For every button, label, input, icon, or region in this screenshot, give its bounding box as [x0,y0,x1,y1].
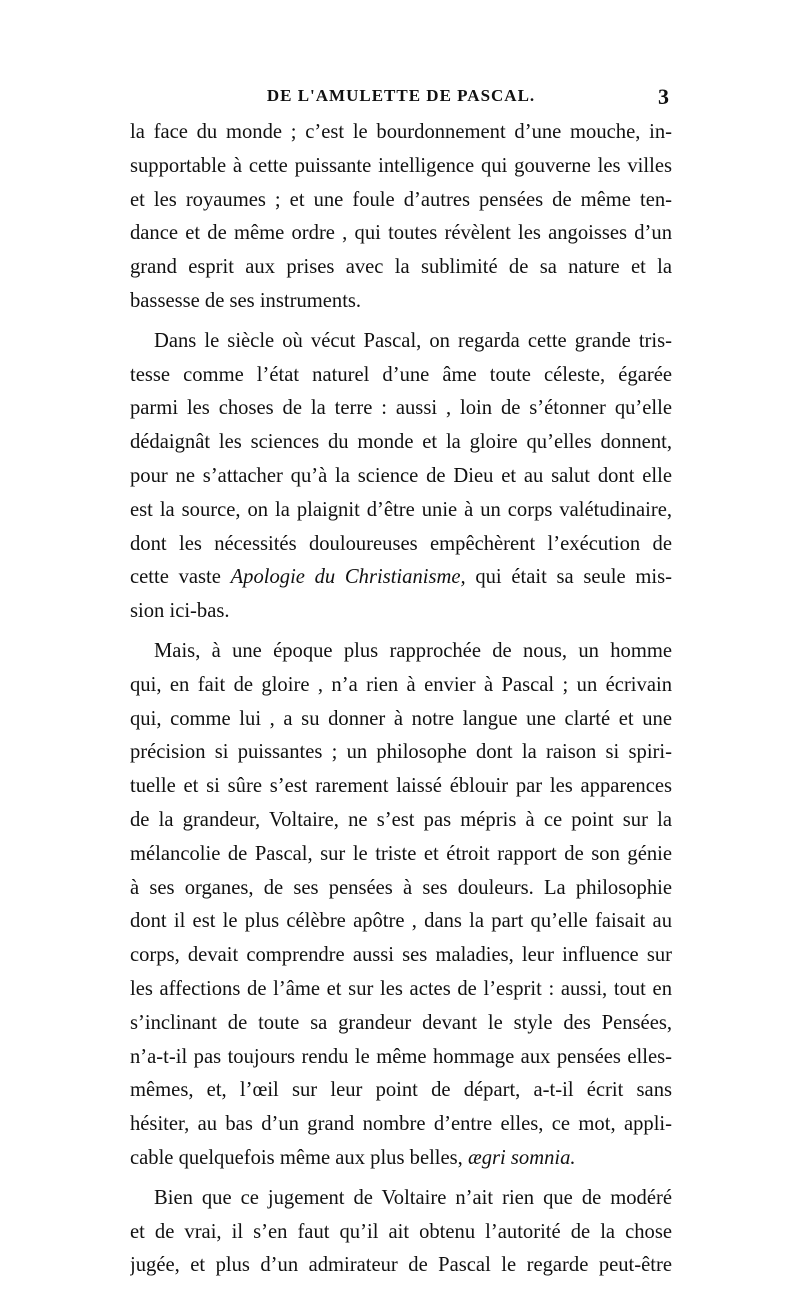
text-run: à ses organes, de ses pensées à ses douleurs. La philosophie [130,876,672,899]
text-run: précision si puissantes ; un philosophe dont la raison si spiri- [130,741,672,764]
text-line [130,1074,672,1108]
text-line [130,595,672,629]
text-line [130,217,672,251]
text-run: la face du monde ; c’est le bourdonnement d’une mouche, in- [130,121,672,143]
text-line [130,1216,672,1250]
text-run: cable quelquefois même aux plus belles, [130,1146,468,1169]
text-run: sion ici-bas. [130,600,230,623]
text-run: s’inclinant de toute sa grandeur devant le style des Pensées, [130,1011,672,1034]
italic-text: ægri somnia. [467,1146,576,1169]
text-run: tesse comme l’état naturel d’une âme toute céleste, égarée [130,363,672,386]
paragraph [130,1182,672,1283]
text-run: Mais, à une époque plus rapprochée de nous, un homme [154,639,672,662]
text-line [130,736,672,770]
text-line [130,939,672,973]
text-line [130,1108,672,1142]
text-line [130,494,672,528]
text-run: de la grandeur, Voltaire, ne s’est pas mépris à ce point sur la [130,808,672,831]
text-line [130,669,672,703]
text-run: et les royaumes ; et une foule d’autres pensées de même ten- [130,188,672,211]
text-run: les affections de l’âme et sur les actes de l’esprit : aussi, tout en [130,977,672,1000]
text-run: dont il est le plus célèbre apôtre , dans la part qu’elle faisait au [130,910,672,933]
text-line [130,703,672,737]
text-line [130,1249,672,1283]
text-run: qui, en fait de gloire , n’a rien à envier à Pascal ; un écrivain [130,673,672,696]
text-run: parmi les choses de la terre : aussi , loin de s’étonner qu’elle [130,397,672,420]
paragraph [130,325,672,629]
text-line [130,872,672,906]
text-line [130,184,672,218]
text-run: bassesse de ses instruments. [130,289,362,312]
text-run: jugée, et plus d’un admirateur de Pascal le regarde peut-être [130,1254,672,1277]
paragraph [130,635,672,1176]
text-run: Bien que ce jugement de Voltaire n’ait rien que de modéré [154,1186,672,1209]
running-title: DE L'AMULETTE DE PASCAL. [266,86,536,105]
text-run: dont les nécessités douloureuses empêchèrent l’exécution de [130,532,672,555]
text-line [130,150,672,184]
text-run: supportable à cette puissante intelligence qui gouverne les villes [130,154,672,177]
body-text [130,116,672,1283]
text-line [130,325,672,359]
text-line [130,116,672,150]
text-line [130,973,672,1007]
running-head [130,86,672,116]
text-run: est la source, on la plaignit d’être unie à un corps valétudinaire, [130,498,672,521]
text-run: Dans le siècle où vécut Pascal, on regarda cette grande tris- [154,329,672,352]
text-run: hésiter, au bas d’un grand nombre d’entre elles, ce mot, appli- [130,1113,672,1136]
text-run: et de vrai, il s’en faut qu’il ait obtenu l’autorité de la chose [130,1220,672,1243]
text-run: mêmes, et, l’œil sur leur point de départ, a-t-il écrit sans [130,1079,672,1102]
text-run: dance et de même ordre , qui toutes révèlent les angoisses d’un [130,222,672,245]
text-run: qui, comme lui , a su donner à notre langue une clarté et une [130,707,672,730]
text-line [130,770,672,804]
text-line [130,804,672,838]
paragraph [130,116,672,319]
text-line [130,838,672,872]
text-run: grand esprit aux prises avec la sublimité de sa nature et la [130,256,672,279]
text-line [130,1041,672,1075]
text-run: corps, devait comprendre aussi ses maladies, leur influence sur [130,944,672,967]
text-line [130,1007,672,1041]
text-line [130,635,672,669]
text-line [130,1182,672,1216]
text-line [130,426,672,460]
text-run: cette vaste [130,566,231,589]
book-page [130,86,672,1289]
text-run: dédaignât les sciences du monde et la gloire qu’elles donnent, [130,431,672,454]
text-line [130,285,672,319]
text-line [130,359,672,393]
text-run: pour ne s’attacher qu’à la science de Dieu et au salut dont elle [130,464,672,487]
text-line [130,251,672,285]
text-line [130,905,672,939]
text-line [130,561,672,595]
text-run: tuelle et si sûre s’est rarement laissé éblouir par les apparences [130,775,672,798]
text-run: n’a-t-il pas toujours rendu le même hommage aux pensées elles- [130,1045,672,1068]
text-line [130,1142,672,1176]
italic-text: Apologie du Christianisme, [230,566,466,589]
text-line [130,392,672,426]
text-run: mélancolie de Pascal, sur le triste et étroit rapport de son génie [130,842,672,865]
page-number: 3 [658,84,670,109]
text-run: qui était sa seule mis- [465,566,672,589]
text-line [130,528,672,562]
text-line [130,460,672,494]
